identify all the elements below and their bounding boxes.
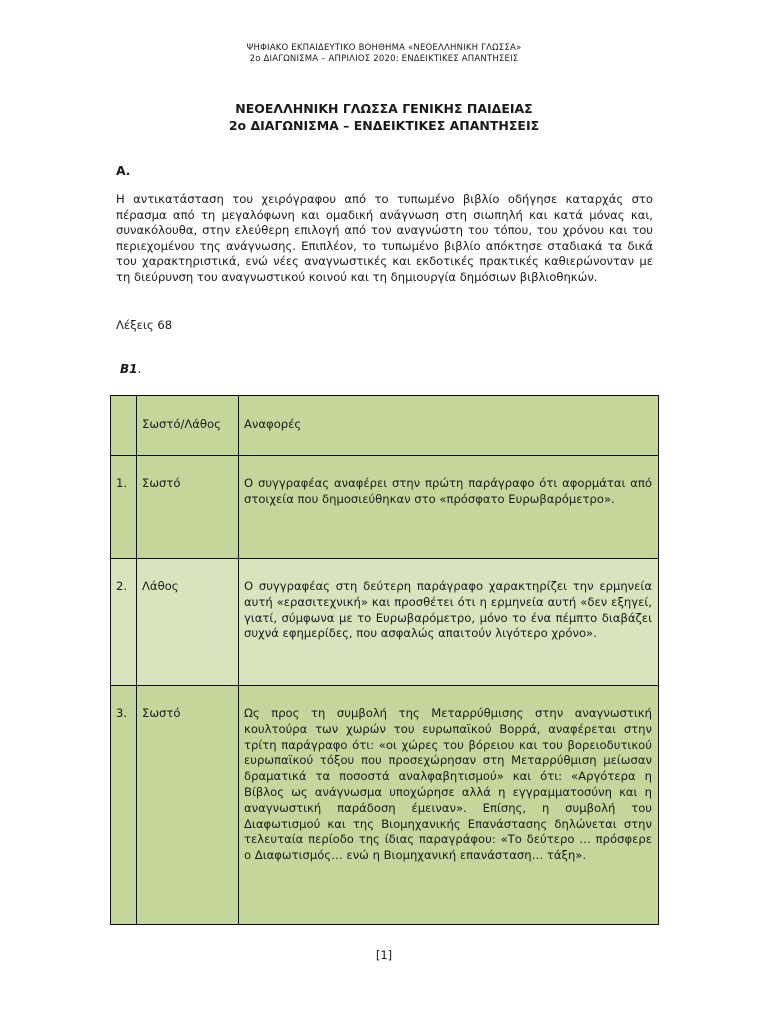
row-number: 3. xyxy=(111,686,137,925)
row-number: 2. xyxy=(111,559,137,686)
header-line-1: ΨΗΦΙΑΚΟ ΕΚΠΑΙΔΕΥΤΙΚΟ ΒΟΗΘΗΜΑ «ΝΕΟΕΛΛΗΝΙΚΗ ΓΛΩΣΣΑ» xyxy=(246,43,522,53)
table-row xyxy=(111,456,659,559)
header-cell-true-false: Σωστό/Λάθος xyxy=(137,396,239,456)
table-header-row xyxy=(111,396,659,456)
row-reference: Ως προς τη συμβολή της Μεταρρύθμισης στην αναγνωστική κουλτούρα των χωρών του ευρωπαϊκού Βορρά, αναφέρεται στην τρίτη παράγραφο ότι: «οι χώρες του βόρειου και του βορειοδυτικού ευρωπαϊκού τόξου που προσεχώρησαν στη Μεταρρύθμιση μείωσαν δραματικά τα ποσοστά αναλφαβητισμού» και ότι: «Αργότερα η Βίβλος ως ανάγνωσμα υποχώρησε αλλά η εγγραμματοσύνη και η αναγνωστική παράδοση έμειναν». Επίσης, η συμβολή του Διαφωτισμού και της Βιομηχανικής Επανάστασης δηλώνεται στην τελευταία περίοδο της ίδιας παραγράφου: «Το δεύτερο … πρόσφερε ο Διαφωτισμός… ενώ η Βιομηχανική επανάσταση… τάξη». xyxy=(239,686,659,925)
document-title xyxy=(0,100,768,134)
title-line-2: 2ο ΔΙΑΓΩΝΙΣΜΑ – ΕΝΔΕΙΚΤΙΚΕΣ ΑΠΑΝΤΗΣΕΙΣ xyxy=(228,118,540,133)
section-b1-punct: . xyxy=(137,362,142,376)
title-line-1: ΝΕΟΕΛΛΗΝΙΚΗ ΓΛΩΣΣΑ ΓΕΝΙΚΗΣ ΠΑΙΔΕΙΑΣ xyxy=(235,101,533,116)
section-b1-heading xyxy=(120,362,141,376)
table-row xyxy=(111,559,659,686)
section-a-heading: Α. xyxy=(116,163,131,178)
answers-table xyxy=(110,395,659,925)
row-reference: Ο συγγραφέας στη δεύτερη παράγραφο χαρακτηρίζει την ερμηνεία αυτή «ερασιτεχνική» και προσθέτει ότι η ερμηνεία αυτή «δεν εξηγεί, γιατί, σύμφωνα με το Ευρωβαρόμετρο, μόνο το ένα πέμπτο διαβάζει συχνά εφημερίδες, που ασφαλώς απαιτούν λιγότερο χρόνο». xyxy=(239,559,659,686)
word-count: Λέξεις 68 xyxy=(116,318,173,332)
header-line-2: 2ο ΔΙΑΓΩΝΙΣΜΑ – ΑΠΡΙΛΙΟΣ 2020: ΕΝΔΕΙΚΤΙΚΕΣ ΑΠΑΝΤΗΣΕΙΣ xyxy=(249,54,519,64)
row-answer: Σωστό xyxy=(137,686,239,925)
header-cell-references: Αναφορές xyxy=(239,396,659,456)
row-reference: Ο συγγραφέας αναφέρει στην πρώτη παράγραφο ότι αφορμάται από στοιχεία που δημοσιεύθηκαν στο «πρόσφατο Ευρωβαρόμετρο». xyxy=(239,456,659,559)
row-answer: Λάθος xyxy=(137,559,239,686)
row-answer: Σωστό xyxy=(137,456,239,559)
section-a-paragraph: Η αντικατάσταση του χειρόγραφου από το τυπωμένο βιβλίο οδήγησε καταρχάς στο πέρασμα από τη μεγαλόφωνη και ομαδική ανάγνωση στη σιωπηλή και κατά μόνας και, συνακόλουθα, στην ελεύθερη επιλογή από τον αναγνώστη του τόπου, του χρόνου και του περιεχομένου της ανάγνωσης. Επιπλέον, το τυπωμένο βιβλίο απόκτησε σταδιακά τα δικά του χαρακτηριστικά, ενώ νέες αναγνωστικές και εκδοτικές πρακτικές καθιερώνονταν με τη διεύρυνση του αναγνωστικού κοινού και τη δημιουργία δημόσιων βιβλιοθηκών. xyxy=(116,192,653,284)
section-b1-label: Β1 xyxy=(120,362,138,376)
table-row xyxy=(111,686,659,925)
row-number: 1. xyxy=(111,456,137,559)
running-header xyxy=(0,43,768,65)
page-number: [1] xyxy=(375,948,393,962)
header-cell-number xyxy=(111,396,137,456)
